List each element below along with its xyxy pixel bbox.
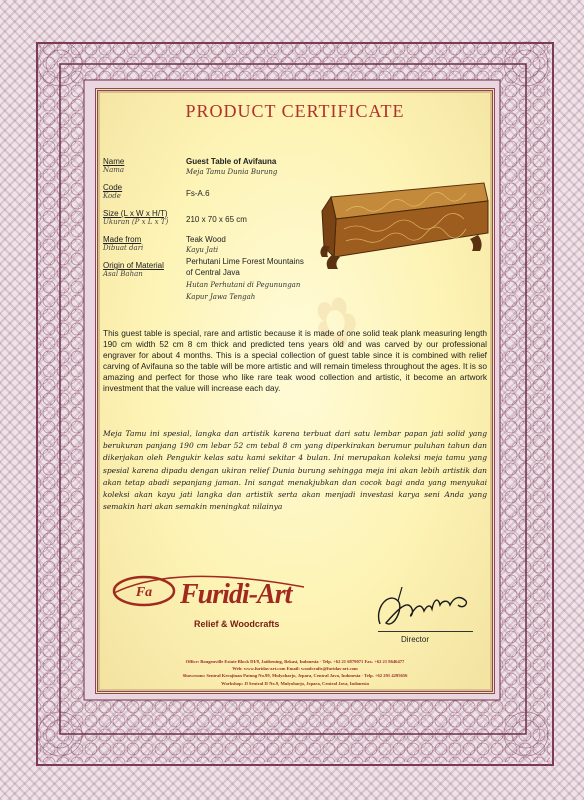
field-value-id: Hutan Perhutani di Pegunungan <box>186 281 301 289</box>
field-label-id: Asal Bahan <box>103 270 143 278</box>
description-english: This guest table is special, rare and artistic because it is made of one solid teak plank measuring length 190 cm width 52 cm 8 cm thick and predicted tens years old and was carved by our professional engraver for about 4 months. This is a special collection of guest table since it is combined with relief carving of Avifauna so the table will be more artistic and will remain timeless throughout the ages. It is so amazing and perfect for those who like rare teak wood collection and artistic, it become an artwork investment that the value will increase each day. <box>103 328 487 393</box>
field-value: 210 x 70 x 65 cm <box>186 215 247 224</box>
table-photo <box>306 177 491 272</box>
company-contact-footer <box>98 658 492 687</box>
watermark-art: ✿ <box>291 287 375 365</box>
logo-mark: Fa <box>135 585 153 600</box>
field-value: Teak Wood <box>186 235 226 244</box>
field-label: Name <box>103 157 125 166</box>
field-size <box>103 209 168 226</box>
field-label-id: Kode <box>103 192 121 200</box>
signature-line <box>378 631 473 632</box>
certificate-panel <box>95 88 495 694</box>
field-label-id: Nama <box>103 166 125 174</box>
field-code <box>103 183 122 200</box>
field-material <box>103 235 143 252</box>
field-value-line2: of Central Java <box>186 268 240 277</box>
field-name <box>103 157 124 174</box>
description-indonesian: Meja Tamu ini spesial, langka dan artistik karena terbuat dari satu lembar papan jati solid yang berukuran panjang 190 cm lebar 52 cm tebal 8 cm yang diperkirakan berumur puluhan tahun dan dikerjakan oleh Pengukir kelas satu kami sekitar 4 bulan. Ini merupakan koleksi meja tamu yang spesial karena dipadu dengan ukiran relief Dunia burung sehingga meja ini akan lebih artistik dan akan tetap abadi sepanjang jaman. Ini sangat menakjubkan dan cocok bagi anda yang menyukai koleksi akan kayu jati langka dan artistik serta akan menjadi investasi karya seni Anda yang semakin hari akan semakin meningkat nilainya <box>103 429 487 512</box>
brand-name: Furidi-Art <box>180 579 292 610</box>
footer-web: Web: www.furidas-art.com Email: woodcrafts@furidas-art.com <box>232 666 358 672</box>
field-value: Fs-A.6 <box>186 189 210 198</box>
field-label: Origin of Material <box>103 261 164 270</box>
field-label: Code <box>103 183 123 192</box>
field-value: Guest Table of Avifauna <box>186 157 277 166</box>
footer-workshop: Workshop: Jl Sentral II No.9, Mulyoharjo, Jepara, Central Java, Indonesia <box>221 680 369 686</box>
field-label-id: Dibuat dari <box>103 244 144 252</box>
certificate-title: PRODUCT CERTIFICATE <box>185 101 405 121</box>
field-value: Perhutani Lime Forest Mountains <box>186 257 304 266</box>
footer-office: Office: Bougenville Estate Block DI/8, Jatibening, Bekasi, Indonesia - Telp. +62 21 6879071 Fax. +62 21 8646477 <box>185 659 405 664</box>
field-value-id: Kayu Jati <box>186 246 219 254</box>
signatory-title: Director <box>401 635 430 644</box>
field-label: Made from <box>103 235 142 244</box>
field-value-id-line2: Kapur Jawa Tengah <box>186 293 256 301</box>
footer-showroom: Showroom: Sentral Kerajinan Patung No.99, Mulyoharjo, Jepara, Central Java, Indonesia - Telp. +62 291 4295656 <box>182 673 408 679</box>
field-label-id: Ukuran (P x L x T) <box>103 218 169 226</box>
director-signature <box>368 579 478 639</box>
field-label: Size (L x W x H/T) <box>103 209 168 218</box>
field-value-id: Meja Tamu Dunia Burung <box>186 168 278 176</box>
field-origin <box>103 261 164 278</box>
brand-tagline: Relief & Woodcrafts <box>194 619 280 629</box>
